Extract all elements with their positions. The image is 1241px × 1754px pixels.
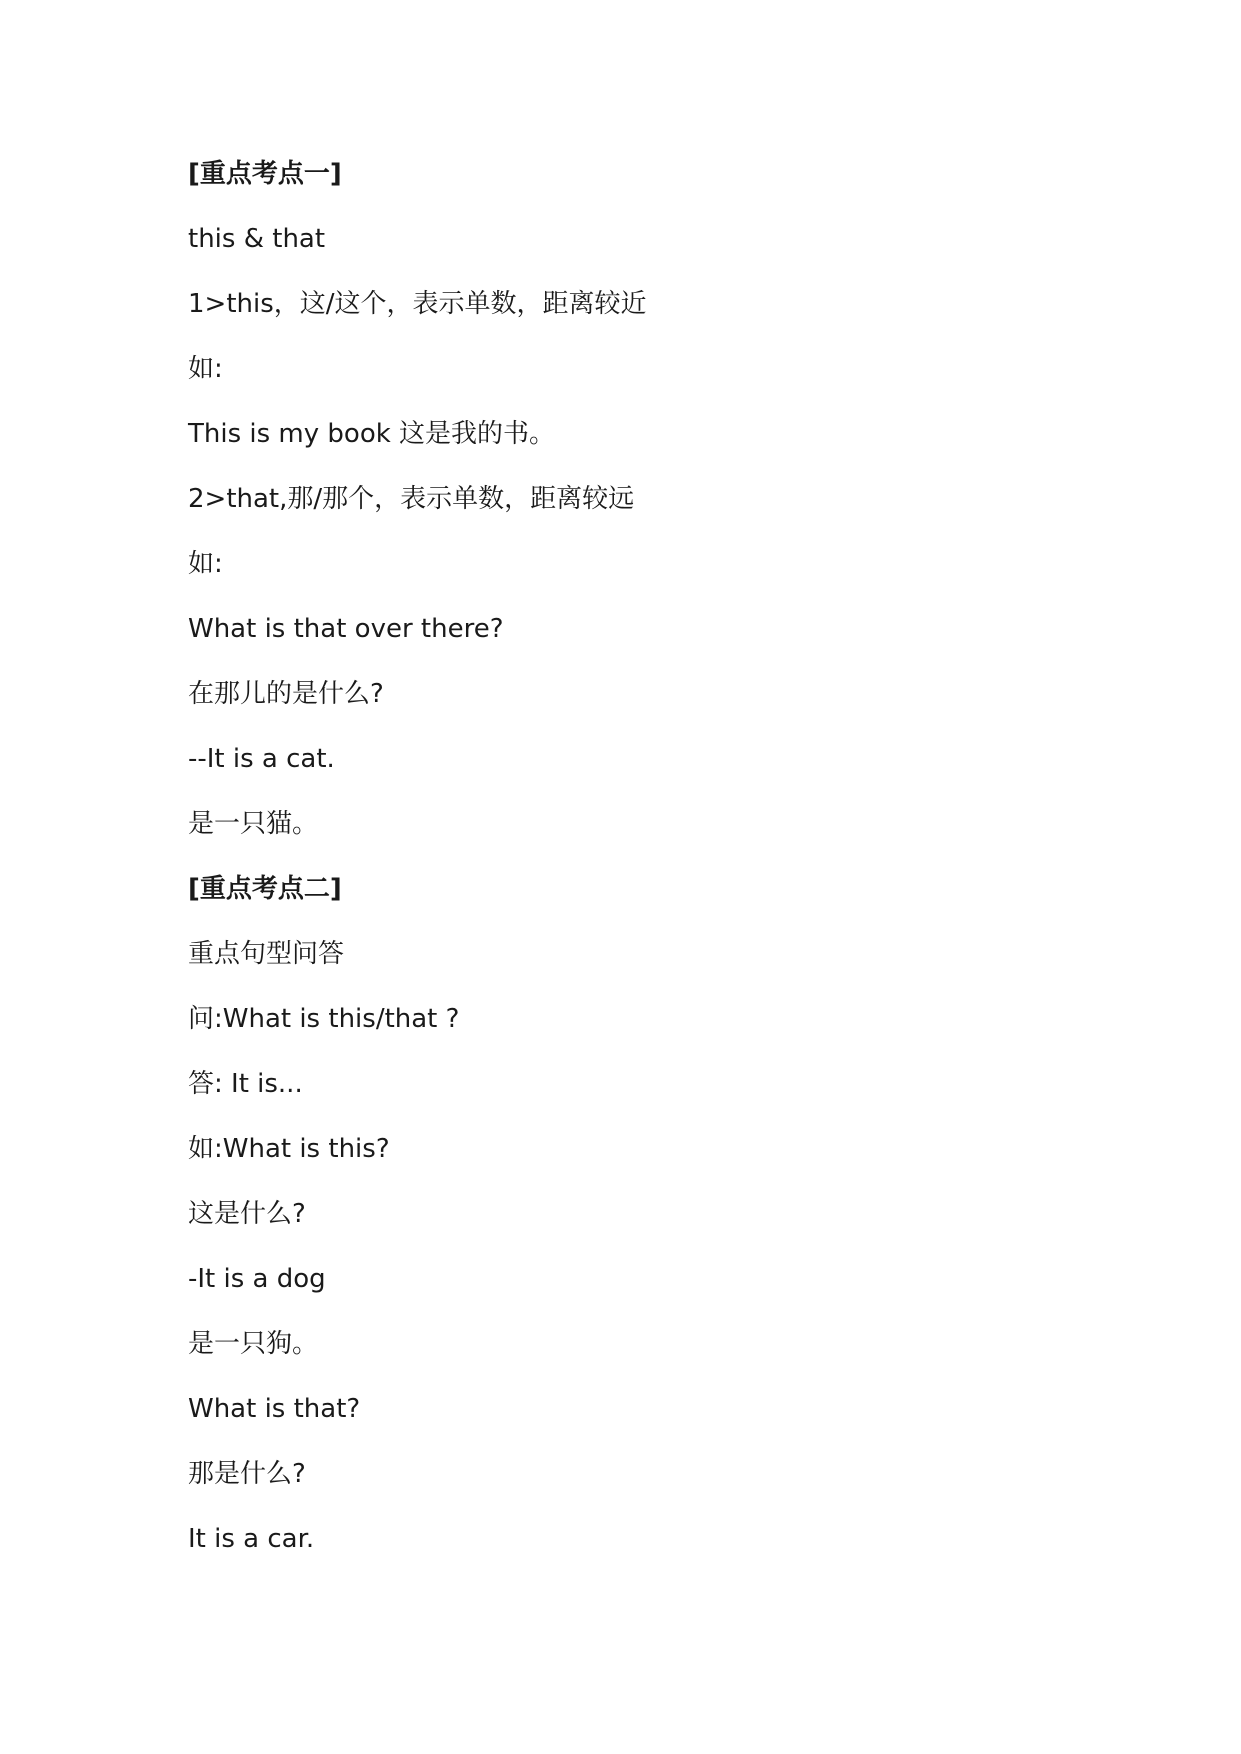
text-line: 1>this，这/这个，表示单数，距离较近 (188, 289, 647, 319)
text-line: 这是什么? (188, 1199, 306, 1229)
text-line: 那是什么? (188, 1459, 306, 1489)
text-line: 如: (188, 549, 223, 579)
text-line: this & that (188, 224, 326, 254)
text-line: 是一只狗。 (188, 1329, 319, 1359)
text-line: What is that over there? (188, 614, 504, 644)
text-line: 是一只猫。 (188, 809, 319, 839)
text-line: 重点句型问答 (188, 939, 345, 969)
section-heading-1: [重点考点一] (188, 159, 342, 189)
text-line: 如: (188, 354, 223, 384)
document-body (188, 161, 1088, 1591)
text-line: 答: It is... (188, 1069, 303, 1099)
text-line: What is that? (188, 1394, 361, 1424)
text-line: It is a car. (188, 1524, 315, 1554)
text-line: -It is a dog (188, 1264, 326, 1294)
text-line: 问:What is this/that ? (188, 1004, 460, 1034)
text-line: 2>that,那/那个，表示单数，距离较远 (188, 484, 635, 514)
text-line: --It is a cat. (188, 744, 335, 774)
text-line: 如:What is this? (188, 1134, 390, 1164)
section-heading-2: [重点考点二] (188, 874, 342, 904)
text-line: 在那儿的是什么? (188, 679, 384, 709)
text-line: This is my book 这是我的书。 (188, 419, 556, 449)
